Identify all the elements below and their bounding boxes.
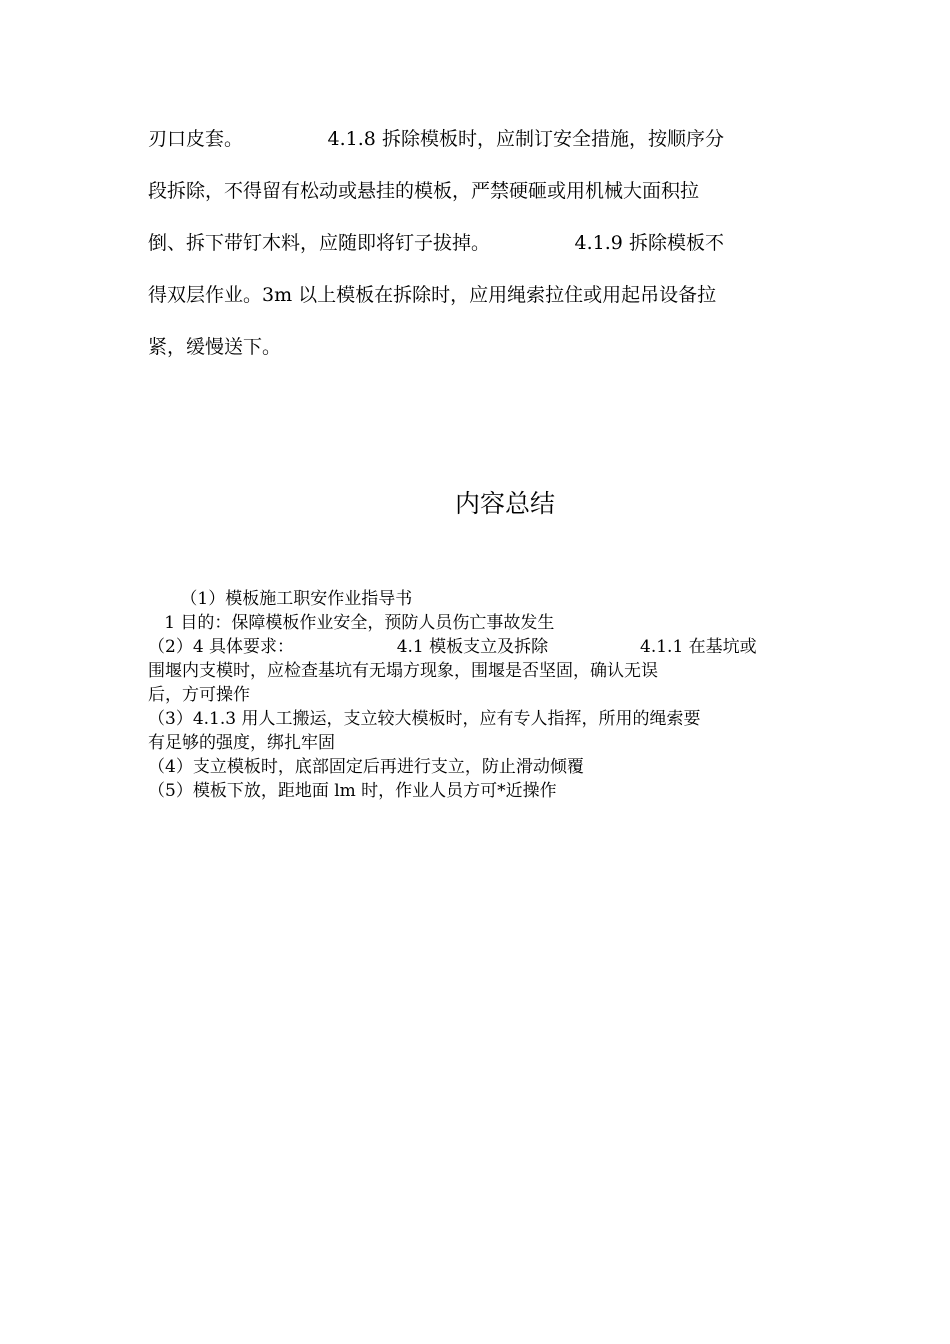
body-line-2: 段拆除，不得留有松动或悬挂的模板，严禁硬砸或用机械大面积拉 bbox=[148, 180, 700, 202]
summary-line-9: （5）模板下放，距地面 lm 时，作业人员方可*近操作 bbox=[148, 781, 557, 801]
body-line-1: 刃口皮套。 4.1.8 拆除模板时，应制订安全措施，按顺序分 bbox=[148, 128, 724, 150]
summary-line-1: （1）模板施工职安作业指导书 bbox=[148, 589, 413, 609]
summary-title: 内容总结 bbox=[454, 489, 555, 518]
summary-line-2: 1 目的：保障模板作业安全，预防人员伤亡事故发生 bbox=[148, 613, 555, 633]
body-line-5: 紧，缓慢送下。 bbox=[148, 336, 282, 358]
summary-line-3: （2）4 具体要求： 4.1 模板支立及拆除 4.1.1 在基坑或 bbox=[148, 637, 757, 657]
body-line-4: 得双层作业。3m 以上模板在拆除时，应用绳索拉住或用起吊设备拉 bbox=[148, 284, 717, 306]
summary-line-5: 后，方可操作 bbox=[148, 685, 250, 705]
body-line-3: 倒、拆下带钉木料，应随即将钉子拔掉。 4.1.9 拆除模板不 bbox=[148, 232, 724, 254]
summary-line-4: 围堰内支模时，应检查基坑有无塌方现象，围堰是否坚固，确认无误 bbox=[148, 661, 658, 681]
summary-line-7: 有足够的强度，绑扎牢固 bbox=[148, 733, 335, 753]
summary-line-6: （3）4.1.3 用人工搬运，支立较大模板时，应有专人指挥，所用的绳索要 bbox=[148, 709, 701, 729]
summary-line-8: （4）支立模板时，底部固定后再进行支立，防止滑动倾覆 bbox=[148, 757, 584, 777]
